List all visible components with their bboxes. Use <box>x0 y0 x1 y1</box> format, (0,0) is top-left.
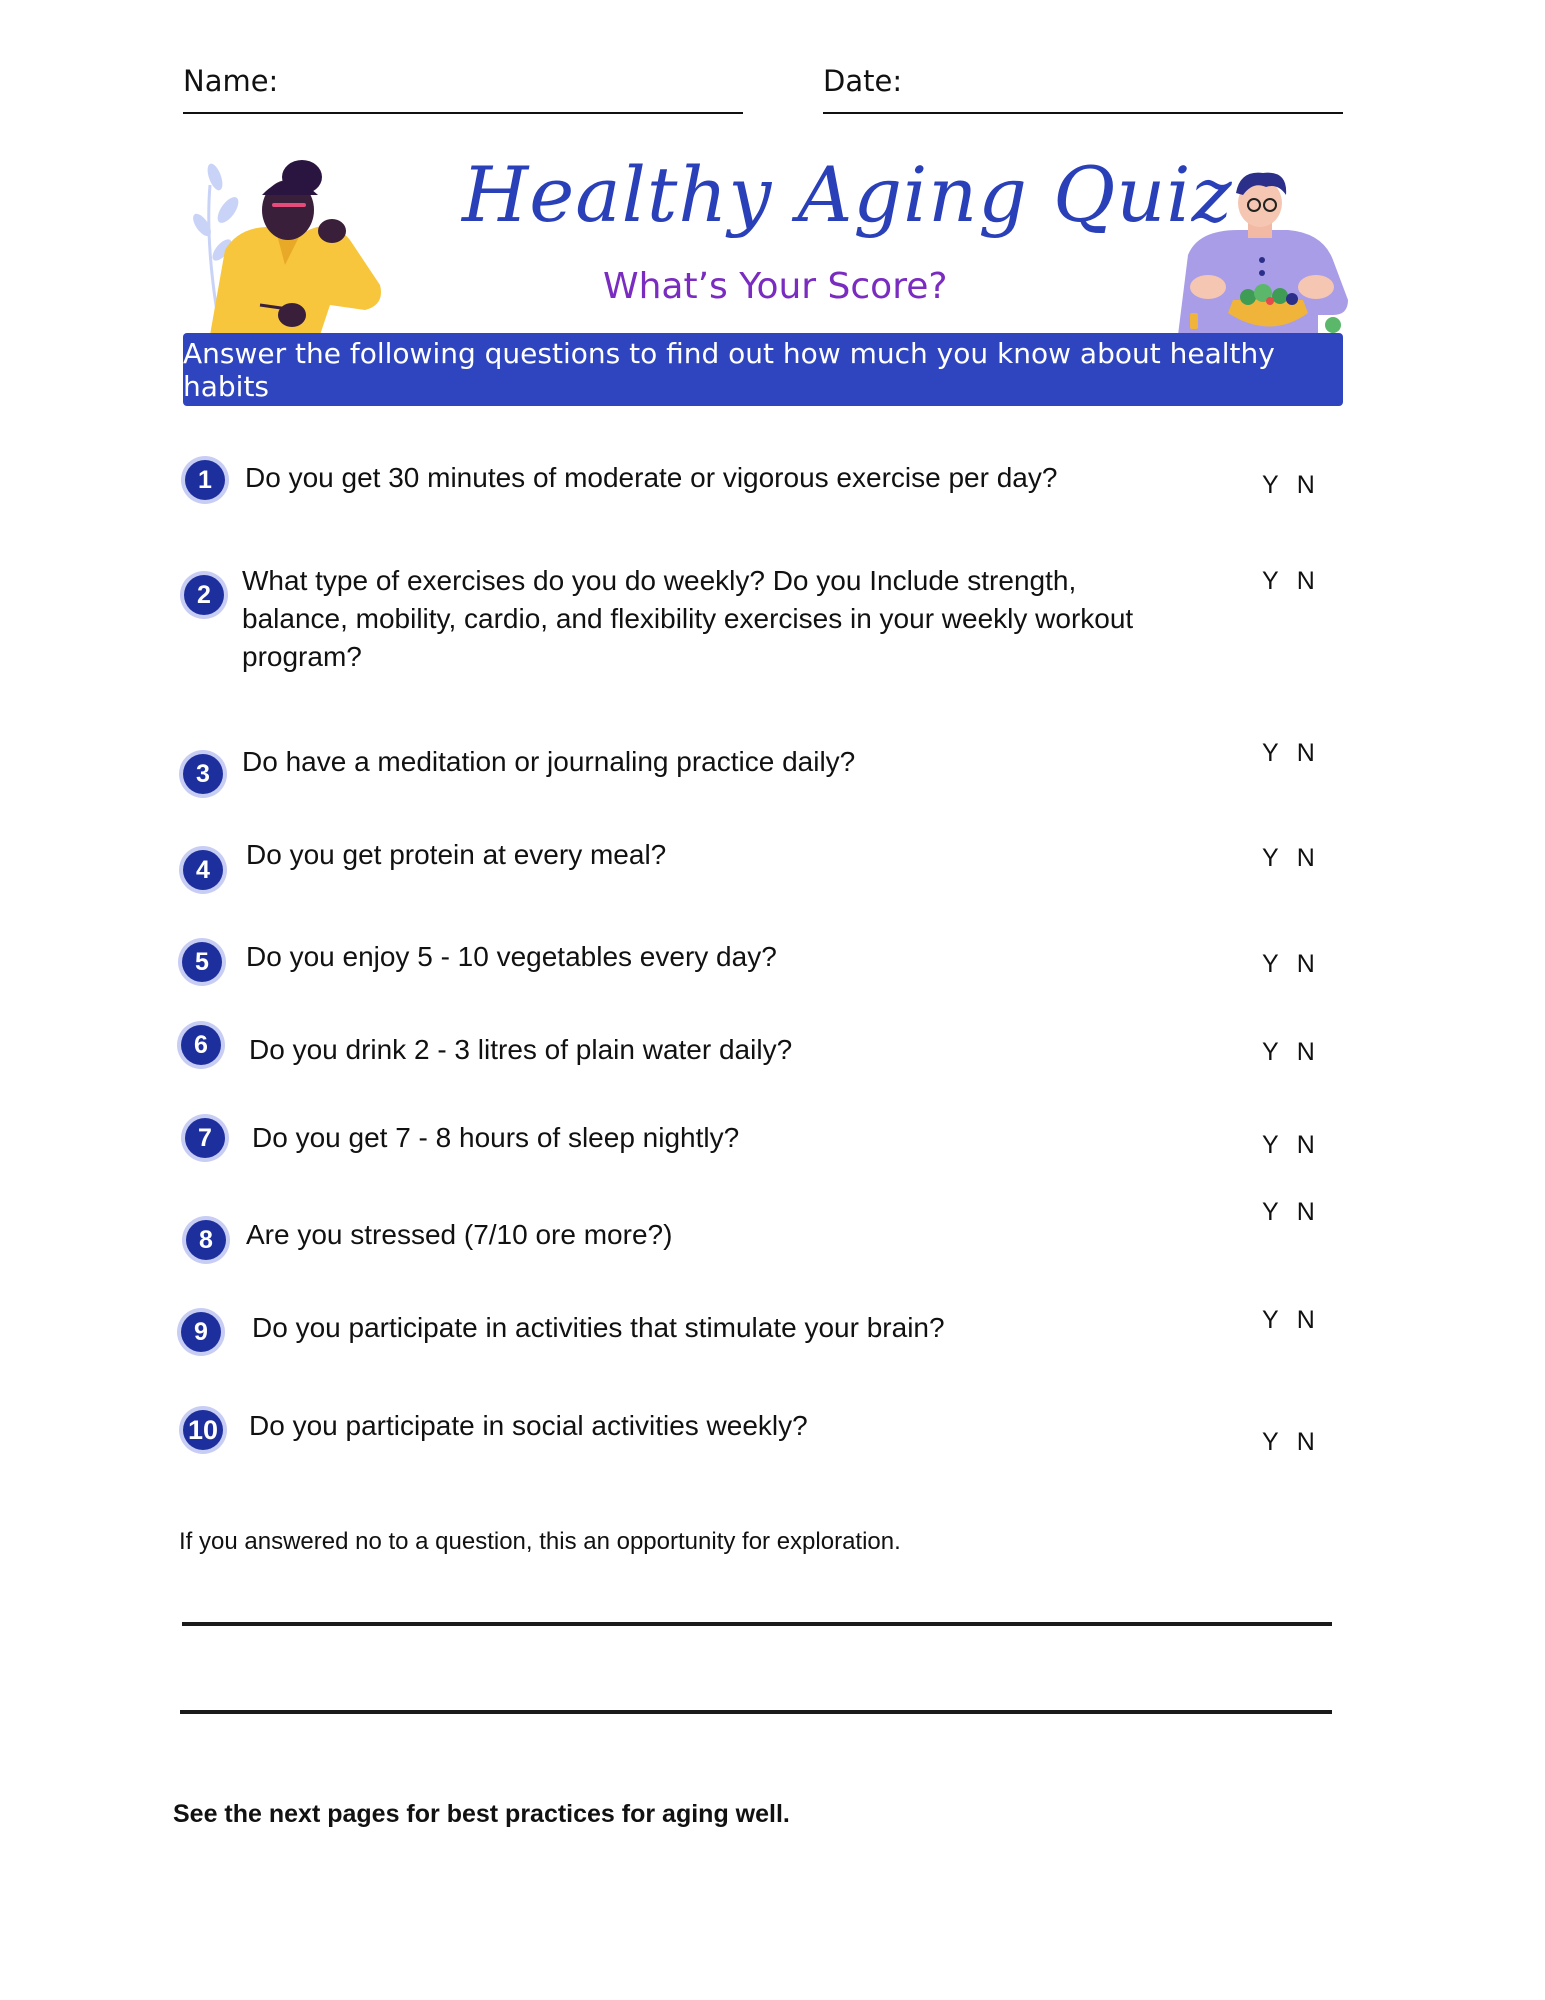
question-text: Do you get 30 minutes of moderate or vigorous exercise per day? <box>245 462 1058 493</box>
footer-note: See the next pages for best practices for aging well. <box>173 1800 790 1828</box>
question-text: What type of exercises do you do weekly? Do you Include strength, balance, mobility, cardio, and flexibility exercises in your weekly workout program? <box>242 565 1134 672</box>
question-text: Do you get 7 - 8 hours of sleep nightly? <box>252 1122 740 1153</box>
yes-option[interactable]: Y <box>1262 1131 1279 1159</box>
no-option[interactable]: N <box>1296 1306 1315 1334</box>
question-number-badge: 6 <box>181 1025 221 1065</box>
yes-option[interactable]: Y <box>1262 950 1279 978</box>
quiz-title: Healthy Aging Quiz <box>462 150 1233 239</box>
yes-no-options <box>1262 739 1315 768</box>
no-option[interactable]: N <box>1296 1131 1315 1159</box>
question-text: Do you participate in social activities weekly? <box>249 1410 808 1441</box>
yes-no-options <box>1262 1306 1315 1335</box>
man-illustration <box>1168 165 1353 335</box>
question-number-badge: 7 <box>185 1118 225 1158</box>
yes-no-options <box>1262 1131 1315 1160</box>
exploration-note: If you answered no to a question, this an opportunity for exploration. <box>179 1528 901 1555</box>
yes-option[interactable]: Y <box>1262 1306 1279 1334</box>
date-field[interactable] <box>823 112 1343 114</box>
yes-no-options <box>1262 567 1315 596</box>
instructions-banner: Answer the following questions to find out how much you know about healthy habits <box>183 333 1343 406</box>
quiz-subtitle: What’s Your Score? <box>603 266 948 307</box>
yes-option[interactable]: Y <box>1262 567 1279 595</box>
question-number-badge: 10 <box>183 1410 223 1450</box>
no-option[interactable]: N <box>1296 844 1315 872</box>
question-number-badge: 3 <box>183 754 223 794</box>
no-option[interactable]: N <box>1296 1038 1315 1066</box>
yes-option[interactable]: Y <box>1262 1428 1279 1456</box>
yes-no-options <box>1262 471 1315 500</box>
question-text: Do you get protein at every meal? <box>246 839 667 870</box>
question-number-badge: 1 <box>185 460 225 500</box>
no-option[interactable]: N <box>1296 567 1315 595</box>
yes-no-options <box>1262 950 1315 979</box>
woman-illustration <box>180 155 395 335</box>
question-text: Do you participate in activities that stimulate your brain? <box>252 1312 945 1343</box>
yes-option[interactable]: Y <box>1262 739 1279 767</box>
question-number-badge: 2 <box>184 575 224 615</box>
question-number-badge: 9 <box>181 1312 221 1352</box>
question-number-badge: 4 <box>183 850 223 890</box>
yes-no-options <box>1262 1198 1315 1227</box>
no-option[interactable]: N <box>1296 950 1315 978</box>
question-text: Are you stressed (7/10 ore more?) <box>246 1219 673 1250</box>
yes-no-options <box>1262 1428 1315 1457</box>
name-label: Name: <box>183 64 279 98</box>
question-text: Do you drink 2 - 3 litres of plain water daily? <box>249 1034 793 1065</box>
no-option[interactable]: N <box>1296 1198 1315 1226</box>
no-option[interactable]: N <box>1296 1428 1315 1456</box>
question-number-badge: 8 <box>186 1220 226 1260</box>
yes-option[interactable]: Y <box>1262 844 1279 872</box>
yes-option[interactable]: Y <box>1262 1038 1279 1066</box>
writing-line-1[interactable] <box>182 1622 1332 1626</box>
question-text: Do you enjoy 5 - 10 vegetables every day? <box>246 941 777 972</box>
no-option[interactable]: N <box>1296 471 1315 499</box>
question-number-badge: 5 <box>182 942 222 982</box>
question-text: Do have a meditation or journaling practice daily? <box>242 746 856 777</box>
yes-option[interactable]: Y <box>1262 471 1279 499</box>
name-field[interactable] <box>183 112 743 114</box>
no-option[interactable]: N <box>1296 739 1315 767</box>
yes-no-options <box>1262 1038 1315 1067</box>
date-label: Date: <box>823 64 903 98</box>
writing-line-2[interactable] <box>180 1710 1332 1714</box>
yes-no-options <box>1262 844 1315 873</box>
yes-option[interactable]: Y <box>1262 1198 1279 1226</box>
